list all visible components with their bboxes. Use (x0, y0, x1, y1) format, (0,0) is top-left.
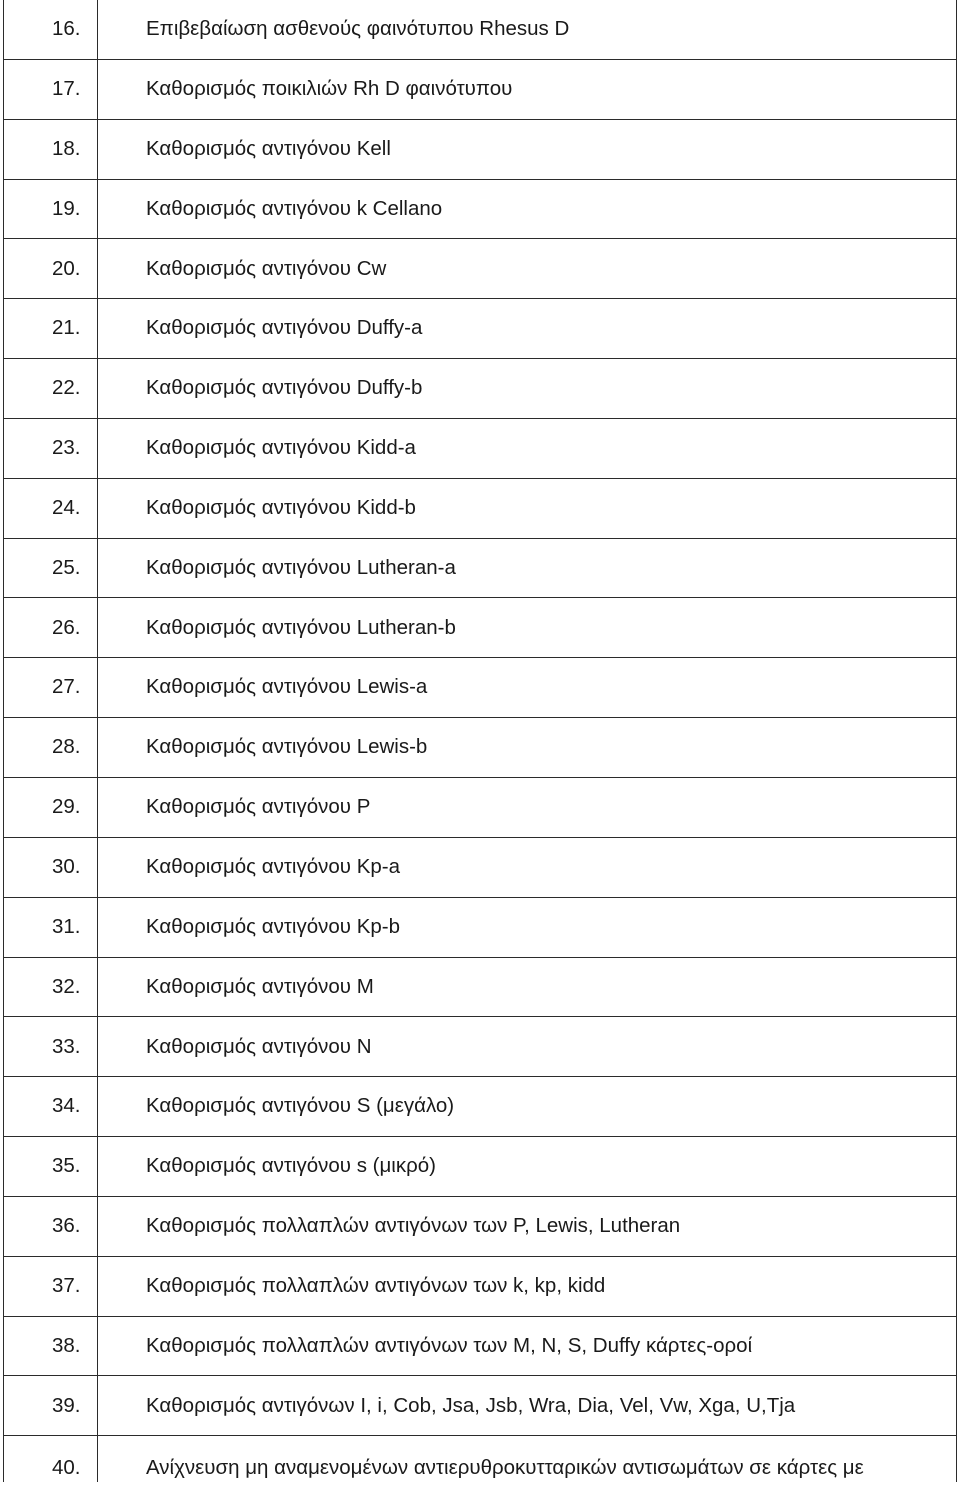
table-row (4, 1256, 957, 1316)
item-number: 25. (4, 538, 98, 598)
item-number: 35. (4, 1137, 98, 1197)
item-number: 21. (4, 299, 98, 359)
item-description: Καθορισμός αντιγόνου Kell (98, 119, 957, 179)
item-description: Καθορισμός αντιγόνου s (μικρό) (98, 1137, 957, 1197)
table-row (4, 658, 957, 718)
item-description: Καθορισμός αντιγόνου Duffy-a (98, 299, 957, 359)
item-description: Καθορισμός αντιγόνου P (98, 777, 957, 837)
item-description: Καθορισμός αντιγόνου M (98, 957, 957, 1017)
table-row (4, 59, 957, 119)
table-row (4, 1196, 957, 1256)
table-row (4, 538, 957, 598)
item-description: Καθορισμός ποικιλιών Rh D φαινότυπου (98, 59, 957, 119)
table-row (4, 0, 957, 59)
item-number: 28. (4, 718, 98, 778)
item-number: 34. (4, 1077, 98, 1137)
item-description: Καθορισμός αντιγόνου Lutheran-a (98, 538, 957, 598)
item-number: 27. (4, 658, 98, 718)
item-number: 37. (4, 1256, 98, 1316)
table-row (4, 1077, 957, 1137)
item-description: Καθορισμός αντιγόνου S (μεγάλο) (98, 1077, 957, 1137)
table-row (4, 777, 957, 837)
item-number: 33. (4, 1017, 98, 1077)
item-number: 18. (4, 119, 98, 179)
item-description: Καθορισμός αντιγόνου Kidd-a (98, 418, 957, 478)
item-description: Καθορισμός αντιγόνου Kp-b (98, 897, 957, 957)
item-number: 29. (4, 777, 98, 837)
item-number: 26. (4, 598, 98, 658)
table-row (4, 1436, 957, 1483)
item-description: Καθορισμός αντιγόνου Lutheran-b (98, 598, 957, 658)
item-description: Καθορισμός πολλαπλών αντιγόνων των P, Lewis, Lutheran (98, 1196, 957, 1256)
item-number: 38. (4, 1316, 98, 1376)
item-description: Καθορισμός αντιγόνου Lewis-a (98, 658, 957, 718)
table-row (4, 897, 957, 957)
item-description: Καθορισμός πολλαπλών αντιγόνων των M, N, S, Duffy κάρτες-οροί (98, 1316, 957, 1376)
item-description: Καθορισμός αντιγόνου k Cellano (98, 179, 957, 239)
item-description: Καθορισμός αντιγόνου Kidd-b (98, 478, 957, 538)
table-row (4, 957, 957, 1017)
item-number: 20. (4, 239, 98, 299)
item-number: 36. (4, 1196, 98, 1256)
item-number: 31. (4, 897, 98, 957)
table-row (4, 478, 957, 538)
item-description: Καθορισμός αντιγόνων I, i, Cob, Jsa, Jsb, Wra, Dia, Vel, Vw, Xga, U,Tja (98, 1376, 957, 1436)
item-description: Καθορισμός αντιγόνου Kp-a (98, 837, 957, 897)
table-row (4, 119, 957, 179)
item-description: Καθορισμός αντιγόνου Lewis-b (98, 718, 957, 778)
table-row (4, 359, 957, 419)
table-row (4, 1316, 957, 1376)
item-number: 23. (4, 418, 98, 478)
item-number: 16. (4, 0, 98, 59)
table-row (4, 239, 957, 299)
item-description: Ανίχνευση μη αναμενομένων αντιερυθροκυτταρικών αντισωμάτων σε κάρτες με (98, 1436, 957, 1483)
item-number: 32. (4, 957, 98, 1017)
table-row (4, 1137, 957, 1197)
table-row (4, 299, 957, 359)
test-list-table (3, 0, 957, 1482)
table-row (4, 1376, 957, 1436)
item-description: Καθορισμός αντιγόνου N (98, 1017, 957, 1077)
item-number: 39. (4, 1376, 98, 1436)
item-number: 17. (4, 59, 98, 119)
table-row (4, 1017, 957, 1077)
item-number: 30. (4, 837, 98, 897)
table-row (4, 179, 957, 239)
item-description: Καθορισμός αντιγόνου Cw (98, 239, 957, 299)
table-row (4, 718, 957, 778)
item-description: Επιβεβαίωση ασθενούς φαινότυπου Rhesus D (98, 0, 957, 59)
table-row (4, 418, 957, 478)
item-description: Καθορισμός πολλαπλών αντιγόνων των k, kp, kidd (98, 1256, 957, 1316)
item-description: Καθορισμός αντιγόνου Duffy-b (98, 359, 957, 419)
table-row (4, 837, 957, 897)
item-number: 40. (4, 1436, 98, 1483)
item-number: 24. (4, 478, 98, 538)
item-number: 22. (4, 359, 98, 419)
item-number: 19. (4, 179, 98, 239)
test-list-body (4, 0, 957, 1482)
table-row (4, 598, 957, 658)
